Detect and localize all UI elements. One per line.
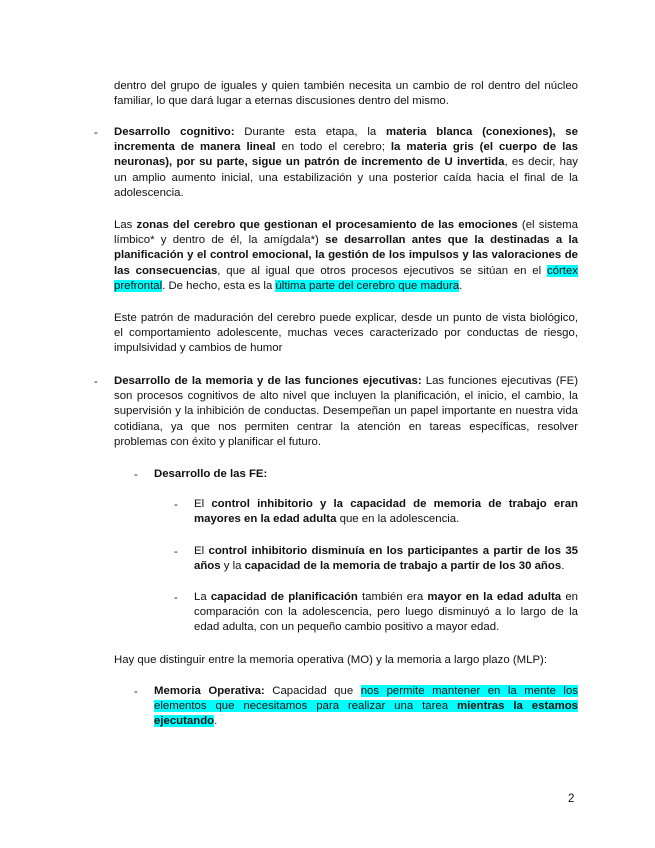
bullet-marker: - [94,376,98,388]
bullet-marker: - [94,127,98,139]
page-number: 2 [568,793,575,805]
section-heading: Memoria Operativa: [154,685,265,697]
highlight-prefrontal-cortex: córtex prefrontal [114,264,578,292]
memory-development-paragraph: Desarrollo de la memoria y de las funciones ejecutivas: Las funciones ejecutivas (FE) son procesos cognitivos de alto nivel que incluyen la planificación, el inicio, el cambio, la supervisión y la inhibición de conductas. Desempeñan un papel importante en nuestra vida cotidiana, ya que nos permiten centrar la atención en tareas específicas, resolver problemas con éxito y planificar el futuro. [114,375,578,448]
highlight-working-memory-bold: mientras la estamos ejecutando [154,700,578,728]
cognitive-development-paragraph: Desarrollo cognitivo: Durante esta etapa, la materia blanca (conexiones), se incrementa de manera lineal en todo el cerebro; la materia gris (el cuerpo de las neuronas), por su parte, sigue un patrón de incremento de U invertida, es decir, hay un amplio aumento inicial, una estabilización y una posterior caída hacia el final de la adolescencia. [114,126,578,199]
section-heading: Desarrollo cognitivo: [114,126,235,138]
intro-paragraph: dentro del grupo de iguales y quien también necesita un cambio de rol dentro del núcleo familiar, lo que dará lugar a eternas discusiones dentro del mismo. [114,80,578,108]
fe-item: La capacidad de planificación también era mayor en la edad adulta en comparación con la adolescencia, pero luego disminuyó a lo largo de la edad adulta, con un pequeño cambio positivo a mayor edad. [194,591,578,634]
bullet-marker: - [174,546,178,558]
highlight-last-part: última parte del cerebro que madura [275,279,460,292]
bullet-marker: - [174,592,178,604]
fe-item: El control inhibitorio disminuía en los participantes a partir de los 35 años y la capacidad de la memoria de trabajo a partir de los 30 años. [194,545,578,573]
highlight-working-memory: nos permite mantener en la mente los elementos que necesitamos para realizar una tarea [154,685,578,713]
fe-item: El control inhibitorio y la capacidad de memoria de trabajo eran mayores en la edad adulta que en la adolescencia. [194,498,578,526]
brain-zones-paragraph: Las zonas del cerebro que gestionan el procesamiento de las emociones (el sistema límbico* y dentro de él, la amígdala*) se desarrollan antes que la destinadas a la planificación y el control emocional, la gestión de los impulsos y las valoraciones de las consecuencias, que al igual que otros procesos ejecutivos se sitúan en el córtex prefrontal. De hecho, esta es la última parte del cerebro que madura. [114,219,579,292]
bullet-marker: - [134,686,138,698]
bullet-marker: - [174,499,178,511]
distinguish-paragraph: Hay que distinguir entre la memoria operativa (MO) y la memoria a largo plazo (MLP): [114,654,548,666]
working-memory-paragraph: Memoria Operativa: Capacidad que nos permite mantener en la mente los elementos que necesitamos para realizar una tarea mientras la estamos ejecutando. [154,685,578,728]
maturation-pattern-paragraph: Este patrón de maduración del cerebro puede explicar, desde un punto de vista biológico, el comportamiento adolescente, muchas veces caracterizado por conductas de riesgo, impulsividad y cambios de humor [114,312,578,355]
bullet-marker: - [134,469,138,481]
section-heading: Desarrollo de la memoria y de las funciones ejecutivas: [114,375,422,387]
fe-heading: Desarrollo de las FE: [154,468,268,480]
